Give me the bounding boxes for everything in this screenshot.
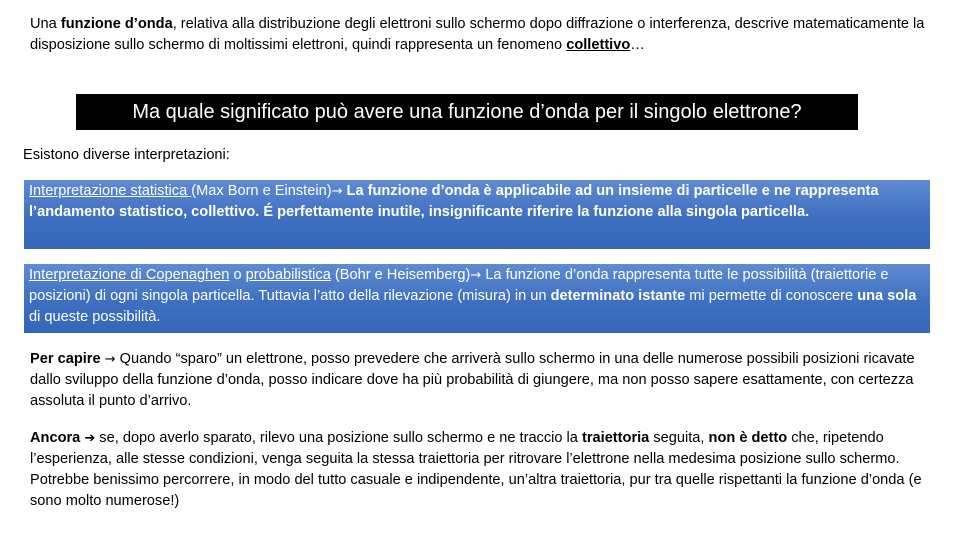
intro-term-collective: collettivo	[566, 37, 631, 53]
copenhagen-term-only-one: una sola	[857, 288, 917, 304]
ancora-paragraph	[30, 428, 935, 512]
per-capire-paragraph	[30, 349, 935, 412]
statistical-authors: (Max Born e Einstein)	[191, 183, 332, 199]
question-text: Ma quale significato può avere una funzione d’onda per il singolo elettrone?	[132, 101, 802, 123]
statistical-interpretation-box	[24, 180, 930, 249]
interpretations-lead	[23, 145, 923, 166]
copenhagen-description: mi permette di conoscere	[685, 288, 858, 304]
ancora-text: se, dopo averlo sparato, rilevo una posizione sullo schermo e ne traccio la	[95, 430, 582, 446]
ancora-text: che, ripetendo l’esperienza, alle stesse condizioni, venga seguita la stessa traiettoria per ritrovare l’elettrone nella medesima posizione sullo schermo. Potrebbe benissimo percorrere, in modo del tutto casuale e indipendente, un’altra traiettoria, pur tra quelle rispettanti la funzione d’onda (e sono molto numerose!)	[30, 430, 922, 509]
copenhagen-description: di queste possibilità.	[29, 309, 161, 325]
copenhagen-interpretation-title: Interpretazione di Copenaghen	[29, 267, 230, 283]
ancora-term-not-guaranteed: non è detto	[708, 430, 788, 446]
copenhagen-connector: o	[229, 267, 246, 283]
statistical-interpretation-title: Interpretazione statistica	[29, 183, 192, 199]
ancora-label: Ancora	[30, 430, 85, 446]
intro-term-wave-function: funzione d’onda	[60, 16, 173, 32]
bold-arrow-right-icon: ➔	[84, 431, 96, 446]
arrow-right-icon: →	[331, 184, 343, 199]
intro-text: Una	[30, 16, 61, 32]
arrow-right-icon: →	[104, 352, 116, 367]
probabilistic-title: probabilistica	[245, 267, 331, 283]
intro-ellipsis: …	[630, 37, 645, 53]
per-capire-text: Quando “sparo” un elettrone, posso prevedere che arriverà sullo schermo in una delle numerose possibili posizioni ricavate dallo sviluppo della funzione d’onda, posso indicare dove ha più probabilità di giungere, ma non posso sapere esattamente, con certezza assoluta il punto d’arrivo.	[30, 351, 915, 409]
intro-paragraph	[30, 14, 940, 56]
copenhagen-description: La funzione d’onda rappresenta tutte le possibilità (traiettorie e posizioni) di ogni singola particella. Tuttavia l’atto della rilevazione (misura) in un	[29, 267, 889, 304]
arrow-right-icon: →	[470, 268, 482, 283]
copenhagen-term-instant: determinato istante	[550, 288, 686, 304]
ancora-text: seguita,	[649, 430, 709, 446]
copenhagen-authors: (Bohr e Heisemberg)	[330, 267, 471, 283]
statistical-description: La funzione d’onda è applicabile ad un insieme di particelle e ne rappresenta l’andamento statistico, collettivo. É perfettamente inutile, insignificante riferire la funzione alla singola particella.	[29, 183, 879, 220]
copenhagen-interpretation-box	[24, 264, 930, 333]
question-banner	[76, 94, 858, 130]
intro-text: , relativa alla distribuzione degli elettroni sullo schermo dopo diffrazione o interferenza, descrive matematicamente la disposizione sullo schermo di moltissimi elettroni, quindi rappresenta un fenomeno	[30, 16, 925, 53]
per-capire-label: Per capire	[30, 351, 105, 367]
lead-text: Esistono diverse interpretazioni:	[23, 147, 230, 163]
ancora-term-trajectory: traiettoria	[581, 430, 650, 446]
